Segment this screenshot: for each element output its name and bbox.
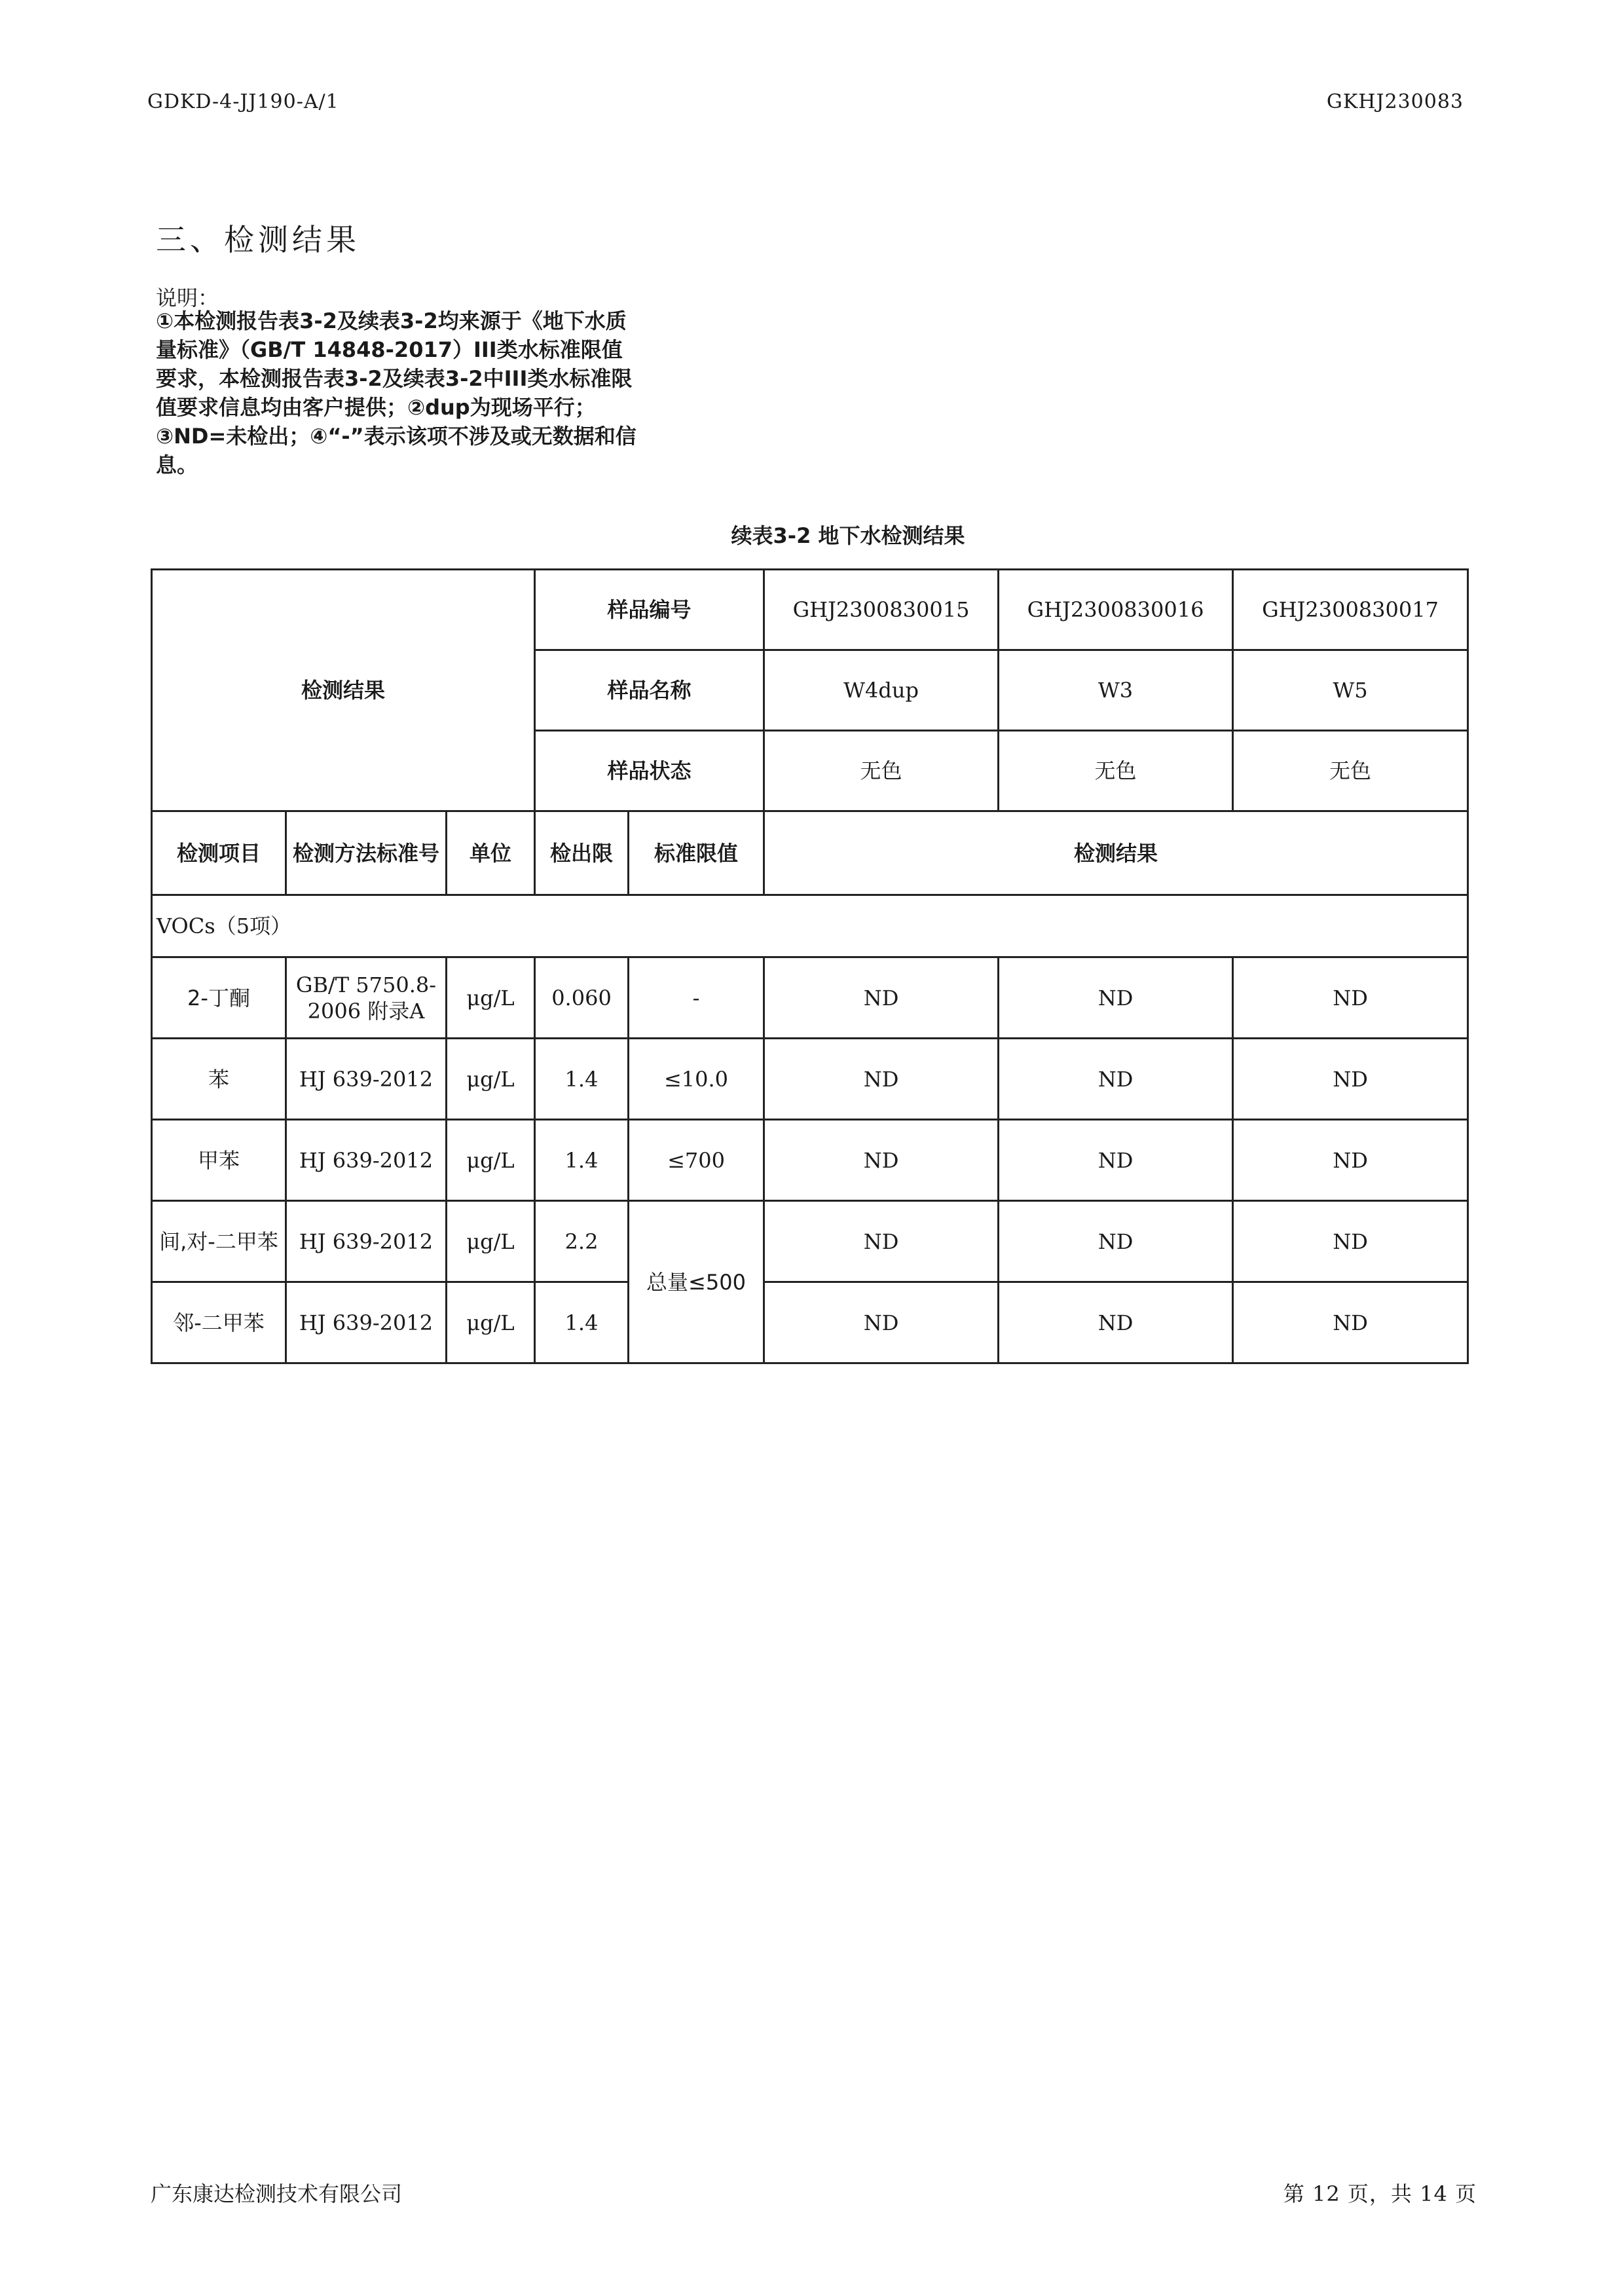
method-cell: HJ 639-2012 (286, 1282, 447, 1363)
sample-state-cell: 无色 (999, 731, 1233, 811)
unit-cell: μg/L (447, 957, 535, 1039)
sample-name-cell: W4dup (764, 650, 999, 731)
page-number: 第 12 页，共 14 页 (1283, 2181, 1477, 2206)
unit-cell: μg/L (447, 1120, 535, 1201)
sample-state-cell: 无色 (1233, 731, 1468, 811)
report-form-code: GDKD-4-JJ190-A/1 (147, 90, 339, 113)
result-cell: ND (999, 1039, 1233, 1120)
group-label: VOCs（5项） (152, 895, 1468, 957)
limit-cell: 1.4 (535, 1282, 629, 1363)
table-row (152, 1282, 1468, 1363)
table-row (152, 957, 1468, 1039)
result-cell: ND (764, 1201, 999, 1282)
result-cell: ND (999, 1201, 1233, 1282)
standard-cell: - (629, 957, 764, 1039)
result-cell: ND (1233, 1120, 1468, 1201)
results-table (151, 568, 1469, 1364)
sample-state-cell: 无色 (764, 731, 999, 811)
unit-cell: μg/L (447, 1201, 535, 1282)
col-header-standard-limit: 标准限值 (629, 811, 764, 895)
result-cell: ND (999, 1120, 1233, 1201)
sample-name-cell: W3 (999, 650, 1233, 731)
sample-state-label: 样品状态 (535, 731, 764, 811)
sample-id-cell: GHJ2300830015 (764, 570, 999, 650)
item-cell: 苯 (152, 1039, 286, 1120)
standard-cell: 总量≤500 (629, 1201, 764, 1363)
result-cell: ND (1233, 957, 1468, 1039)
table-caption: 续表3-2 地下水检测结果 (731, 523, 965, 548)
result-cell: ND (764, 957, 999, 1039)
sample-id-label: 样品编号 (535, 570, 764, 650)
col-header-unit: 单位 (447, 811, 535, 895)
table-row (152, 1201, 1468, 1282)
result-cell: ND (1233, 1282, 1468, 1363)
method-cell: HJ 639-2012 (286, 1039, 447, 1120)
result-cell: ND (764, 1282, 999, 1363)
result-cell: ND (1233, 1039, 1468, 1120)
result-cell: ND (999, 957, 1233, 1039)
limit-cell: 2.2 (535, 1201, 629, 1282)
limit-cell: 1.4 (535, 1039, 629, 1120)
result-cell: ND (999, 1282, 1233, 1363)
sample-name-cell: W5 (1233, 650, 1468, 731)
col-header-detection-limit: 检出限 (535, 811, 629, 895)
limit-cell: 1.4 (535, 1120, 629, 1201)
item-cell: 2-丁酮 (152, 957, 286, 1039)
item-cell: 间,对-二甲苯 (152, 1201, 286, 1282)
section-title: 三、检测结果 (156, 222, 360, 257)
sample-id-row (152, 570, 1468, 650)
method-cell: HJ 639-2012 (286, 1201, 447, 1282)
corner-label: 检测结果 (152, 570, 535, 811)
table-row (152, 1039, 1468, 1120)
method-cell: HJ 639-2012 (286, 1120, 447, 1201)
item-cell: 甲苯 (152, 1120, 286, 1201)
unit-cell: μg/L (447, 1282, 535, 1363)
col-header-method: 检测方法标准号 (286, 811, 447, 895)
column-header-row (152, 811, 1468, 895)
sample-id-cell: GHJ2300830017 (1233, 570, 1468, 650)
company-name: 广东康达检测技术有限公司 (151, 2181, 403, 2206)
notes-label: 说明： (156, 286, 219, 310)
result-cell: ND (1233, 1201, 1468, 1282)
limit-cell: 0.060 (535, 957, 629, 1039)
notes-text: ①本检测报告表3-2及续表3-2均来源于《地下水质量标准》（GB/T 14848-2017）III类水标准限值要求，本检测报告表3-2及续表3-2中III类水标准限值要求信息均由客户提供；②dup为现场平行；③ND=未检出；④“-”表示该项不涉及或无数据和信息。 (156, 308, 637, 477)
sample-id-cell: GHJ2300830016 (999, 570, 1233, 650)
col-header-item: 检测项目 (152, 811, 286, 895)
group-row (152, 895, 1468, 957)
method-cell: GB/T 5750.8-2006 附录A (286, 957, 447, 1039)
unit-cell: μg/L (447, 1039, 535, 1120)
result-cell: ND (764, 1120, 999, 1201)
item-cell: 邻-二甲苯 (152, 1282, 286, 1363)
col-header-results: 检测结果 (764, 811, 1468, 895)
sample-name-label: 样品名称 (535, 650, 764, 731)
standard-cell: ≤10.0 (629, 1039, 764, 1120)
standard-cell: ≤700 (629, 1120, 764, 1201)
report-number: GKHJ230083 (1326, 90, 1464, 113)
table-row (152, 1120, 1468, 1201)
result-cell: ND (764, 1039, 999, 1120)
